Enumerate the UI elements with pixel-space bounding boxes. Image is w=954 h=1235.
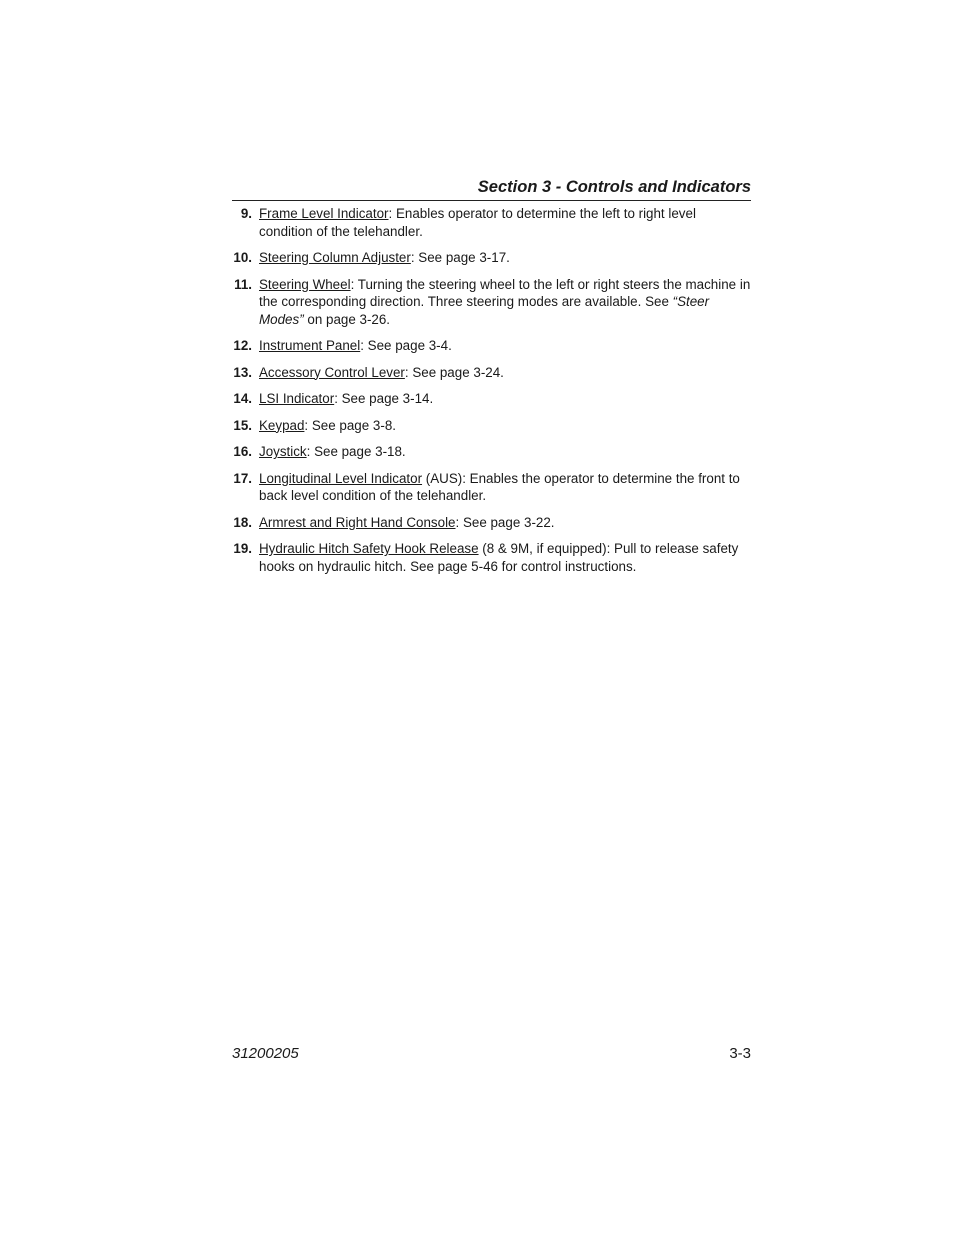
item-term: Accessory Control Lever [259,364,405,380]
list-item-12 [232,337,751,355]
list-item-9 [232,205,751,240]
page-number: 3-3 [729,1045,751,1062]
item-term: Joystick [259,444,307,459]
list-item-17 [232,470,751,505]
item-text: (8 & 9M, if equipped): Pull to release safety hooks on hydraulic hitch. See page 5-46 for control instructions. [259,541,739,574]
item-term: Steering Column Adjuster [259,250,411,265]
list-item-11 [232,276,751,329]
list-item-15 [232,417,751,435]
list-item-13 [232,364,751,382]
item-number: 10. [233,250,252,265]
item-number: 16. [233,444,252,459]
item-text: : Enables operator to determine the left to right level condition of the telehandler. [259,206,696,239]
item-text: : See page 3-4. [360,338,452,353]
item-text-after: on page 3-26. [303,311,391,327]
item-text: : See page 3-17. [410,250,510,265]
list-item-18 [232,514,751,532]
item-text: (AUS): Enables the operator to determine the front to back level condition of the telehandler. [259,470,740,503]
item-term: Armrest and Right Hand Console [259,514,456,530]
item-term: Frame Level Indicator [259,206,389,221]
item-term: Instrument Panel [259,338,361,353]
list-item-19 [232,540,751,575]
item-number: 19. [233,541,252,556]
item-cross-reference: “Steer Modes” [259,294,710,327]
item-term: LSI Indicator [259,391,335,406]
item-number: 14. [233,391,252,406]
item-term: Steering Wheel [259,276,351,292]
item-text: : See page 3-14. [334,391,434,406]
item-number: 15. [233,417,252,433]
controls-list [232,205,751,584]
section-title: Section 3 - Controls and Indicators [477,178,751,196]
item-term: Longitudinal Level Indicator [259,470,423,486]
document-number: 31200205 [232,1045,299,1062]
list-item-14 [232,390,751,408]
item-term: Hydraulic Hitch Safety Hook Release [259,541,479,556]
item-number: 11. [234,276,252,292]
list-item-10 [232,249,751,267]
item-text: : Turning the steering wheel to the left or right steers the machine in the corresponding direction. Three steering modes are available. See [259,276,751,309]
item-number: 18. [233,514,252,530]
header-rule [232,200,751,201]
list-item-16 [232,443,751,461]
item-number: 9. [240,206,252,221]
item-text: : See page 3-22. [455,514,555,530]
item-term: Keypad [259,417,305,433]
item-text: : See page 3-24. [404,364,504,380]
item-text: : See page 3-18. [306,444,406,459]
item-number: 12. [233,338,252,353]
item-number: 17. [233,470,252,486]
item-text: : See page 3-8. [304,417,396,433]
item-number: 13. [233,364,252,380]
